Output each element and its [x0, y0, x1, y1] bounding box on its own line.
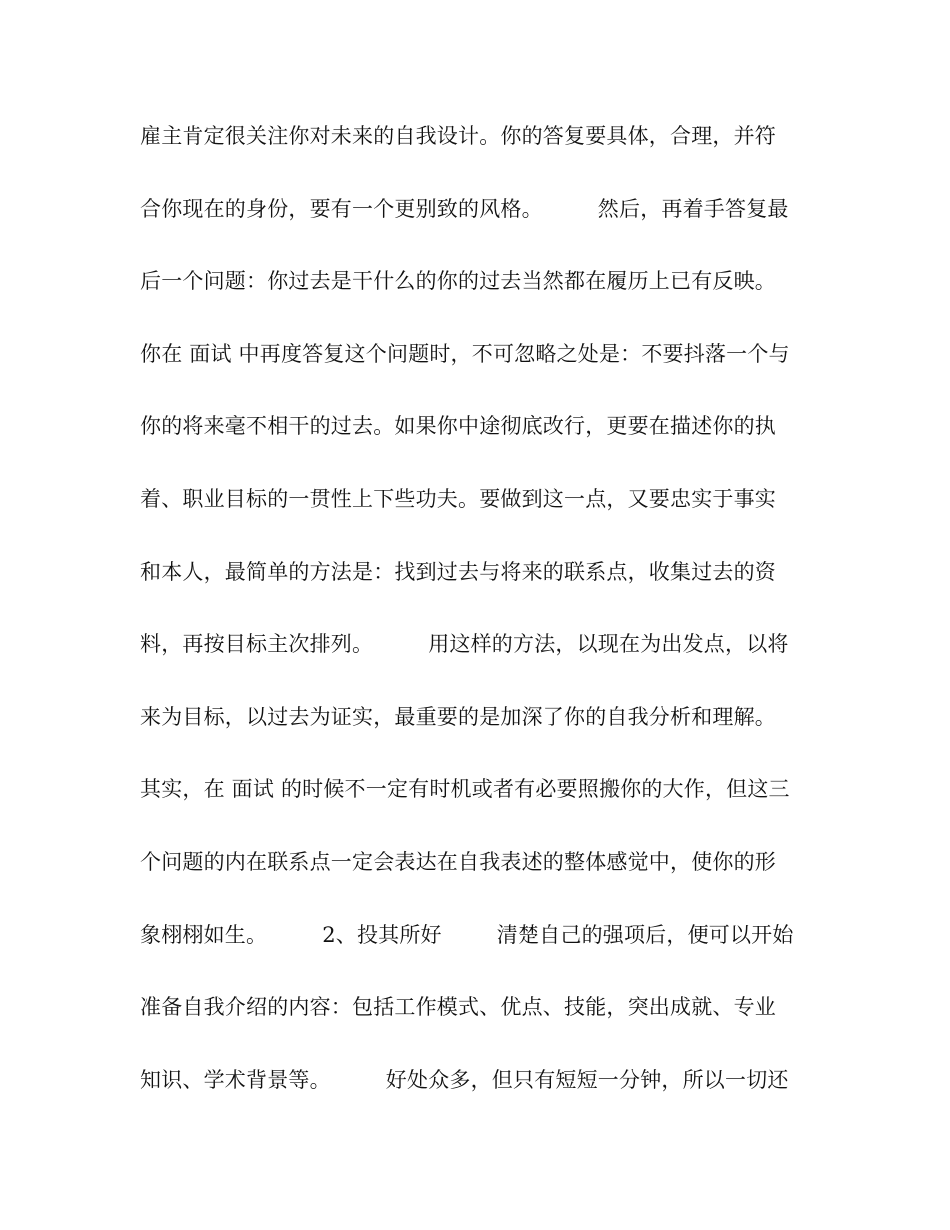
text-line: 准备自我介绍的内容：包括工作模式、优点、技能，突出成就、专业	[140, 995, 776, 1020]
body-text	[140, 116, 820, 1132]
text-line: 你在 面试 中再度答复这个问题时，不可忽略之处是：不要抖落一个与	[140, 341, 790, 366]
text-line: 雇主肯定很关注你对未来的自我设计。你的答复要具体，合理，并符	[140, 124, 776, 148]
text-line: 着、职业目标的一贯性上下些功夫。要做到这一点，又要忠实于事实	[140, 486, 776, 511]
text-line: 后一个问题：你过去是干什么的你的过去当然都在履历上已有反映。	[140, 269, 776, 294]
text-line: 和本人，最简单的方法是：找到过去与将来的联系点，收集过去的资	[140, 559, 776, 584]
text-line: 料，再按目标主次排列。 用这样的方法，以现在为出发点，以将	[140, 632, 789, 657]
text-line: 知识、学术背景等。 好处众多，但只有短短一分钟，所以一切还	[140, 1067, 789, 1092]
text-line: 其实，在 面试 的时候不一定有时机或者有必要照搬你的大作，但这三	[140, 777, 790, 802]
text-line: 象栩栩如生。 2、投其所好 清楚自己的强项后，便可以开始	[140, 922, 794, 947]
text-line: 你的将来毫不相干的过去。如果你中途彻底改行，更要在描述你的执	[140, 414, 776, 439]
text-line: 合你现在的身份，要有一个更别致的风格。 然后，再着手答复最	[140, 196, 789, 221]
text-line: 来为目标，以过去为证实，最重要的是加深了你的自我分析和理解。	[140, 704, 776, 729]
text-line: 个问题的内在联系点一定会表达在自我表述的整体感觉中，使你的形	[140, 849, 776, 874]
